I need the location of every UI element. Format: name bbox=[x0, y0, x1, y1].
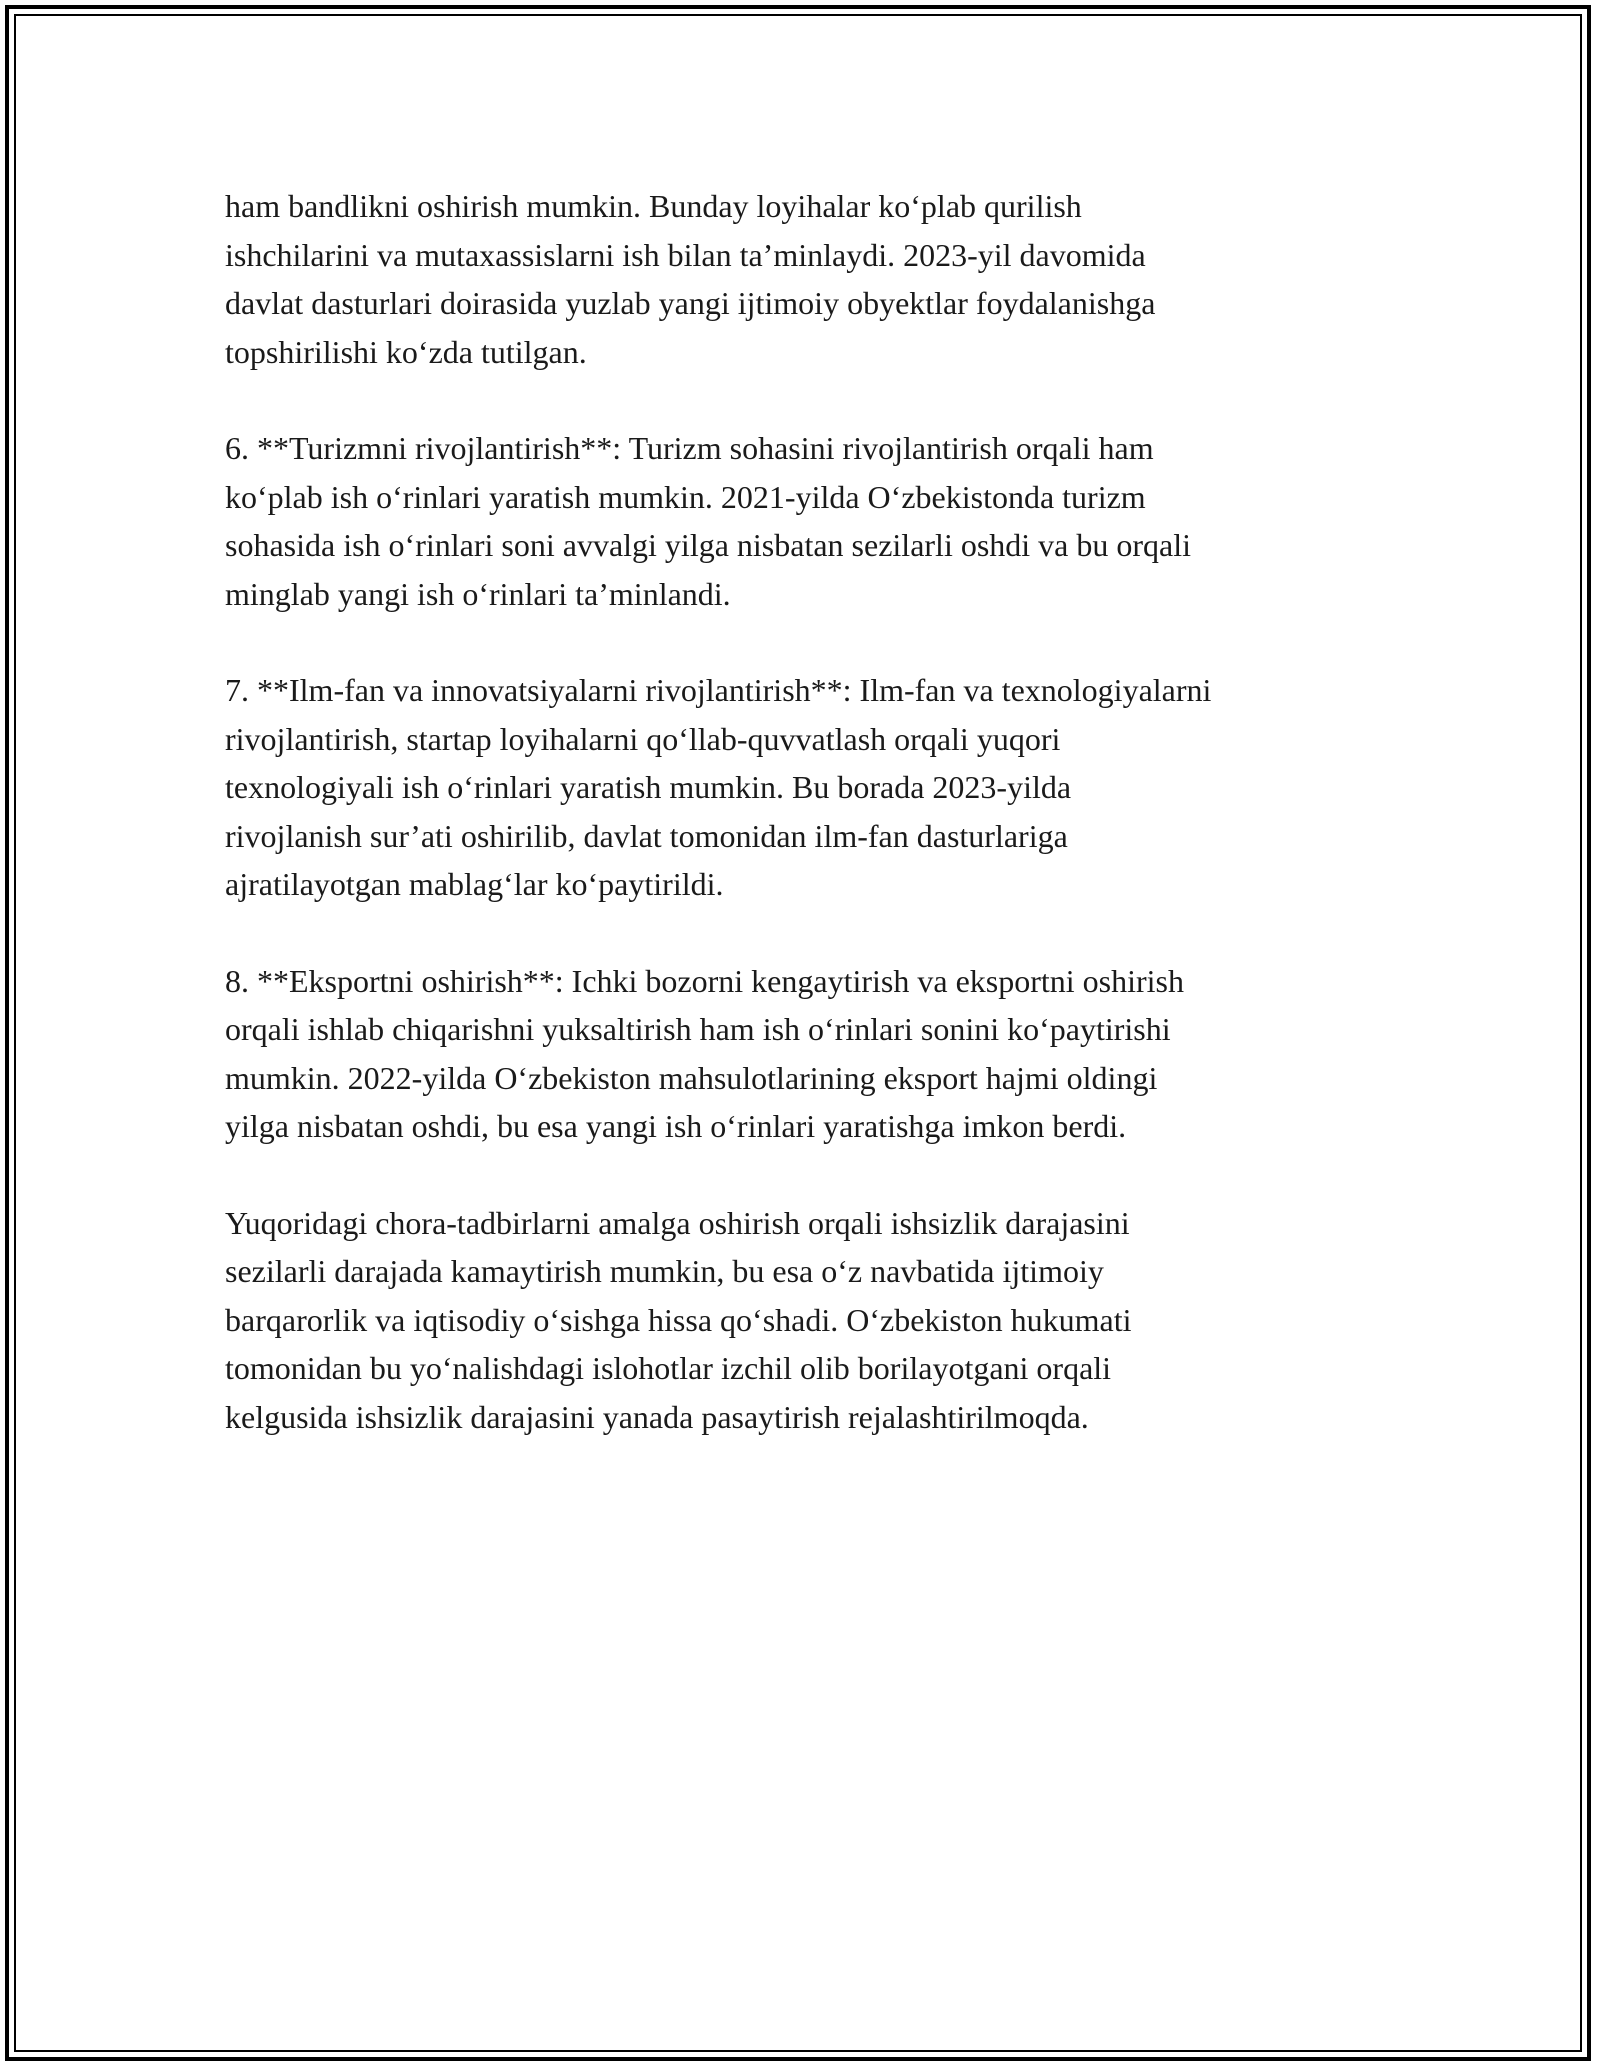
paragraph-science-innovation: 7. **Ilm-fan va innovatsiyalarni rivojlantirish**: Ilm-fan va texnologiyalarni rivojlantirish, startap loyihalarni qo‘llab-quvvatlash orqali yuqori texnologiyali ish o‘rinlari yaratish mumkin. Bu borada 2023-yilda rivojlanish sur’ati oshirilib, davlat tomonidan ilm-fan dasturlariga ajratilayotgan mablag‘lar ko‘paytirildi. bbox=[225, 672, 1212, 902]
paragraph-construction-continuation: ham bandlikni oshirish mumkin. Bunday loyihalar ko‘plab qurilish ishchilarini va mutaxassislarni ish bilan ta’minlaydi. 2023-yil davomida davlat dasturlari doirasida yuzlab yangi ijtimoiy obyektlar foydalanishga topshirilishi ko‘zda tutilgan. bbox=[225, 188, 1156, 370]
document-body bbox=[225, 182, 1415, 1489]
paragraph-tourism: 6. **Turizmni rivojlantirish**: Turizm sohasini rivojlantirish orqali ham ko‘plab ish o‘rinlari yaratish mumkin. 2021-yilda O‘zbekistonda turizm sohasida ish o‘rinlari soni avvalgi yilga nisbatan sezilarli oshdi va bu orqali minglab yangi ish o‘rinlari ta’minlandi. bbox=[225, 430, 1192, 612]
paragraph-export: 8. **Eksportni oshirish**: Ichki bozorni kengaytirish va eksportni oshirish orqali ishlab chiqarishni yuksaltirish ham ish o‘rinlari sonini ko‘paytirishi mumkin. 2022-yilda O‘zbekiston mahsulotlarining eksport hajmi oldingi yilga nisbatan oshdi, bu esa yangi ish o‘rinlari yaratishga imkon berdi. bbox=[225, 962, 1184, 1144]
paragraph-conclusion: Yuqoridagi chora-tadbirlarni amalga oshirish orqali ishsizlik darajasini sezilarli darajada kamaytirish mumkin, bu esa o‘z navbatida ijtimoiy barqarorlik va iqtisodiy o‘sishga hissa qo‘shadi. O‘zbekiston hukumati tomonidan bu yo‘nalishdagi islohotlar izchil olib borilayotgani orqali kelgusida ishsizlik darajasini yanada pasaytirish rejalashtirilmoqda. bbox=[225, 1204, 1132, 1435]
